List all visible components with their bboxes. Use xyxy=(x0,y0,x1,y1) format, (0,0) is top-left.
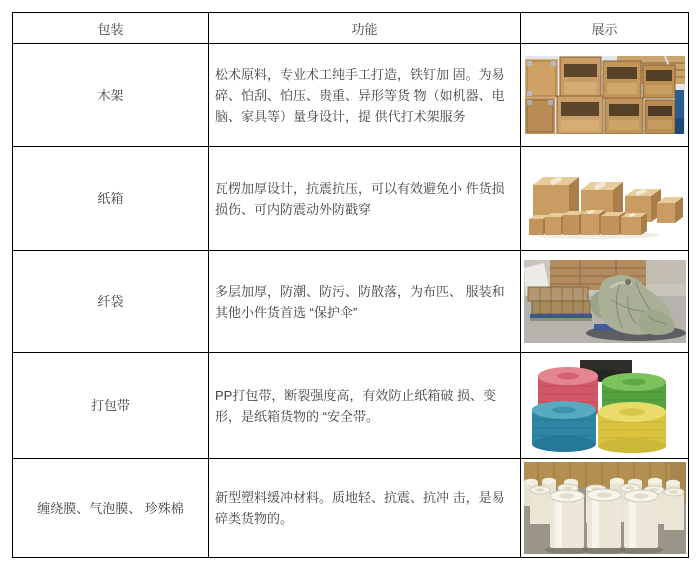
package-name: 纤袋 xyxy=(13,251,209,353)
header-row xyxy=(13,13,689,44)
table-row-woven-bag xyxy=(13,251,689,353)
wooden-crates-photo xyxy=(525,56,685,134)
function-text: 松术原料，专业术工纯手工打造，铁钉加 固。为易碎、怕刮、怕压、贵重、异形等货 物（如机器、电脑、家具等）量身设计，提 供代打术架服务 xyxy=(209,44,521,147)
header-package: 包装 xyxy=(13,13,209,44)
package-name: 打包带 xyxy=(13,353,209,459)
function-text: 新型塑料缓冲材料。质地轻、抗震、抗冲 击，是易碎类货物的。 xyxy=(209,459,521,558)
function-text: 瓦楞加厚设计，抗震抗压，可以有效避免小 件货损损伤、可内防震动外防戳穿 xyxy=(209,147,521,251)
function-text: 多层加厚，防潮、防污、防散落，为布匹、 服装和其他小件货首选 “保护伞” xyxy=(209,251,521,353)
header-display: 展示 xyxy=(521,13,689,44)
function-text: PP打包带，断裂强度高，有效防止纸箱破 损、变形，是纸箱货物的 “安全带。 xyxy=(209,353,521,459)
table-row-carton xyxy=(13,147,689,251)
woven-bags-photo xyxy=(524,260,686,343)
table-row-wood-frame xyxy=(13,44,689,147)
header-function: 功能 xyxy=(209,13,521,44)
carton-boxes-photo xyxy=(525,159,685,239)
package-name: 缠绕膜、气泡膜、 珍殊棉 xyxy=(13,459,209,558)
package-name: 木架 xyxy=(13,44,209,147)
table-row-strapping xyxy=(13,353,689,459)
stretch-film-rolls-photo xyxy=(524,462,686,554)
table-row-cushioning xyxy=(13,459,689,558)
strapping-rolls-photo xyxy=(530,358,680,453)
package-name: 纸箱 xyxy=(13,147,209,251)
packaging-table xyxy=(12,12,689,558)
